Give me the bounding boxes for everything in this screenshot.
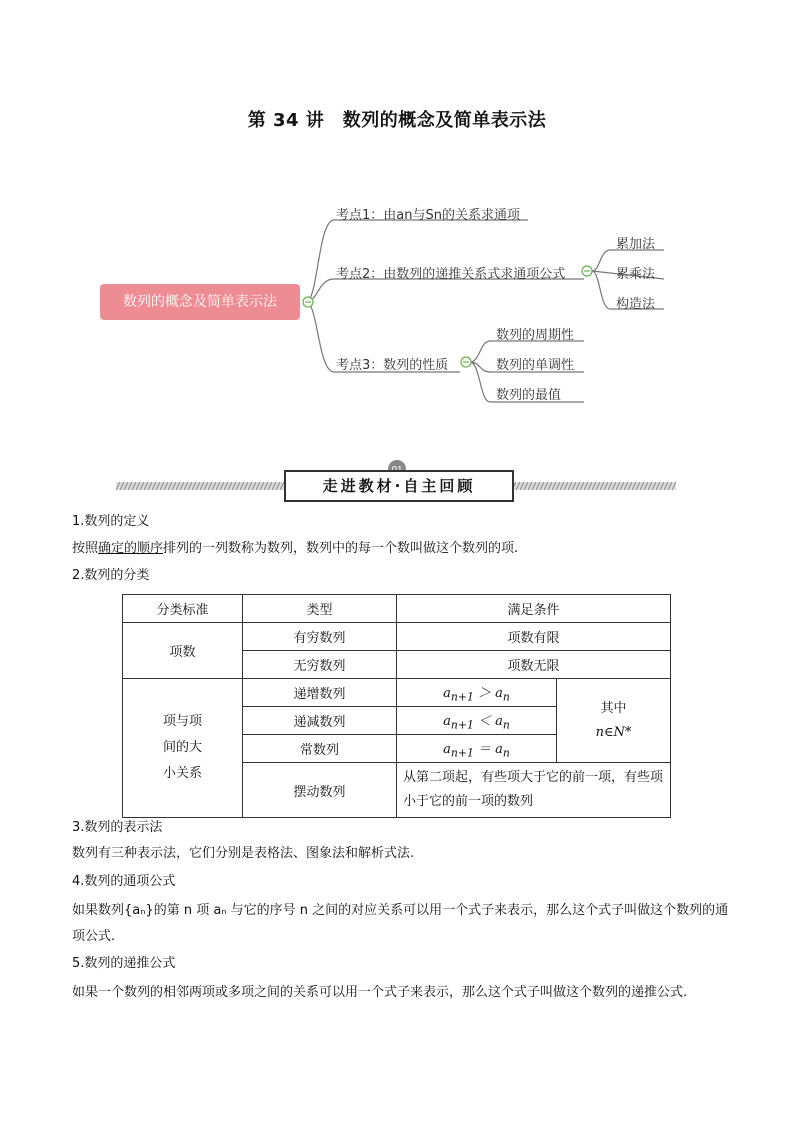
mindmap-root[interactable]: 数列的概念及简单表示法 (100, 284, 300, 320)
table-cell: 无穷数列 (243, 651, 397, 679)
table-cell: 项数无限 (397, 651, 671, 679)
mindmap-leaf[interactable]: 数列的单调性 (496, 358, 575, 373)
table-cell: 递减数列 (243, 707, 397, 735)
table-header: 满足条件 (397, 595, 671, 623)
table-cell: 从第二项起，有些项大于它的前一项，有些项小于它的前一项的数列 (397, 763, 671, 818)
table-header: 分类标准 (123, 595, 243, 623)
underlined-text: 确定的顺序 (98, 541, 164, 556)
table-group (123, 679, 243, 818)
text: 间的大 (162, 740, 202, 755)
formula-cell: $a_{n+1} < a_n$ (397, 707, 557, 735)
table-header: 类型 (243, 595, 397, 623)
mindmap-branch[interactable]: 考点3：数列的性质 (336, 358, 449, 373)
collapse-icon[interactable] (582, 266, 592, 276)
mindmap-leaf[interactable]: 数列的最值 (496, 388, 562, 403)
table-cell: 有穷数列 (243, 623, 397, 651)
section-title: 走进教材·自主回顾 (284, 470, 514, 502)
collapse-icon[interactable] (461, 357, 471, 367)
text: 其中 (600, 700, 627, 716)
paragraph-general-term: 如果数列{aₙ}的第 n 项 aₙ 与它的序号 n 之间的对应关系可以用一个式子来表示，那么这个式子叫做这个数列的通项公式. (72, 903, 729, 944)
mindmap-leaf[interactable]: 累乘法 (616, 267, 656, 282)
collapse-icon[interactable] (303, 297, 313, 307)
mindmap-branch[interactable]: 考点1：由an与Sn的关系求通项 (336, 208, 520, 223)
text: 按照 (72, 541, 99, 556)
page-title: 第 34 讲 数列的概念及简单表示法 (247, 110, 547, 131)
formula-cell: $a_{n+1} = a_n$ (397, 735, 557, 763)
mindmap-leaf[interactable]: 构造法 (616, 297, 656, 312)
table-cell: 项数有限 (397, 623, 671, 651)
table-group: 项数 (123, 623, 243, 679)
table-cell (557, 679, 671, 763)
heading-representation: 3.数列的表示法 (72, 820, 163, 835)
formula-cell: $a_{n+1} > a_n$ (397, 679, 557, 707)
text: 排列的一列数称为数列，数列中的每一个数叫做这个数列的项. (163, 541, 519, 556)
heading-recursive: 5.数列的递推公式 (72, 956, 176, 971)
table-cell: 递增数列 (243, 679, 397, 707)
table-cell: 常数列 (243, 735, 397, 763)
text: n∈N* (595, 724, 632, 740)
mindmap-leaf[interactable]: 累加法 (616, 237, 656, 252)
heading-general-term: 4.数列的通项公式 (72, 874, 176, 889)
heading-definition: 1.数列的定义 (72, 514, 150, 529)
paragraph-recursive: 如果一个数列的相邻两项或多项之间的关系可以用一个式子来表示，那么这个式子叫做这个数列的递推公式. (72, 985, 688, 1000)
mindmap-leaf[interactable]: 数列的周期性 (496, 328, 575, 343)
paragraph-representation: 数列有三种表示法，它们分别是表格法、图象法和解析式法. (72, 846, 415, 861)
heading-classification: 2.数列的分类 (72, 568, 150, 583)
mindmap-branch[interactable]: 考点2：由数列的递推关系式求通项公式 (336, 267, 566, 282)
paragraph-definition (72, 539, 518, 559)
text: 项与项 (162, 714, 202, 729)
text: 小关系 (162, 766, 202, 781)
classification-table (122, 594, 671, 818)
table-cell: 摆动数列 (243, 763, 397, 818)
